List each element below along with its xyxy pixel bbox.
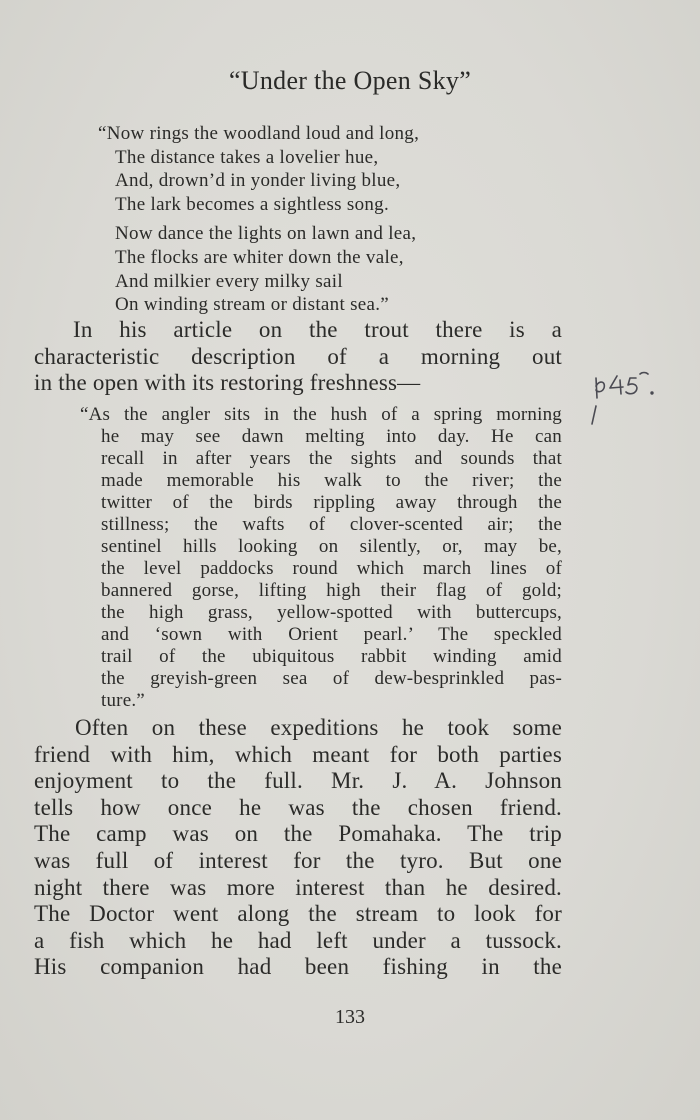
- text-line: he may see dawn melting into day. He can: [101, 426, 562, 447]
- text-line: The Doctor went along the stream to look for: [34, 901, 562, 927]
- poem-line: Now dance the lights on lawn and lea,: [115, 223, 417, 245]
- text-line: made memorable his walk to the river; the: [101, 470, 562, 491]
- poem-stanza-1: [98, 122, 538, 216]
- handwriting-mark: [590, 368, 690, 438]
- handwritten-note-text: [690, 368, 691, 369]
- text-line: His companion had been fishing in the: [34, 954, 562, 980]
- text-line: in the open with its restoring freshness—: [34, 370, 421, 395]
- poem-line: On winding stream or distant sea.”: [115, 294, 390, 316]
- text-line: stillness; the wafts of clover-scented air; the: [101, 514, 562, 535]
- page-number: 133: [335, 1006, 365, 1028]
- text-line: The camp was on the Pomahaka. The trip: [34, 821, 562, 847]
- text-line: friend with him, which meant for both parties: [34, 741, 562, 767]
- poem-line: And, drown’d in yonder living blue,: [115, 170, 401, 192]
- text-line: enjoyment to the full. Mr. J. A. Johnson: [34, 768, 562, 794]
- paragraph-expeditions: [34, 715, 562, 981]
- poem-quotation: [98, 122, 538, 323]
- text-line: a fish which he had left under a tussock.: [34, 927, 562, 953]
- text-line: and ‘sown with Orient pearl.’ The speckled: [101, 624, 562, 645]
- handwritten-page-note: [590, 368, 690, 438]
- poem-line: The lark becomes a sightless song.: [115, 193, 390, 215]
- text-line: the level paddocks round which march lines of: [101, 558, 562, 579]
- text-line: “As the angler sits in the hush of a spring morning: [80, 404, 562, 425]
- block-quotation-angler: [80, 404, 562, 712]
- text-line: trail of the ubiquitous rabbit winding amid: [101, 646, 562, 667]
- text-line: tells how once he was the chosen friend.: [34, 794, 562, 820]
- text-line: Often on these expeditions he took some: [75, 715, 562, 740]
- text-line: bannered gorse, lifting high their flag of gold;: [101, 580, 562, 601]
- text-line: characteristic description of a morning out: [34, 343, 562, 369]
- text-line: the greyish-green sea of dew-besprinkled pas-: [101, 668, 562, 689]
- poem-line: “Now rings the woodland loud and long,: [98, 123, 420, 144]
- poem-line: And milkier every milky sail: [115, 270, 343, 292]
- text-line: sentinel hills looking on silently, or, may be,: [101, 536, 562, 557]
- running-head: “Under the Open Sky”: [228, 66, 472, 95]
- poem-stanza-2: [98, 222, 538, 316]
- text-line: recall in after years the sights and sounds that: [101, 448, 562, 469]
- text-line: In his article on the trout there is a: [73, 317, 562, 342]
- poem-line: The distance takes a lovelier hue,: [115, 146, 379, 168]
- text-line: was full of interest for the tyro. But one: [34, 847, 562, 873]
- poem-line: The flocks are whiter down the vale,: [115, 246, 404, 268]
- text-line: night there was more interest than he desired.: [34, 874, 562, 900]
- text-line: ture.”: [101, 690, 145, 711]
- text-line: twitter of the birds rippling away through the: [101, 492, 562, 513]
- text-line: the high grass, yellow-spotted with buttercups,: [101, 602, 562, 623]
- paragraph-trout-article: [34, 317, 562, 397]
